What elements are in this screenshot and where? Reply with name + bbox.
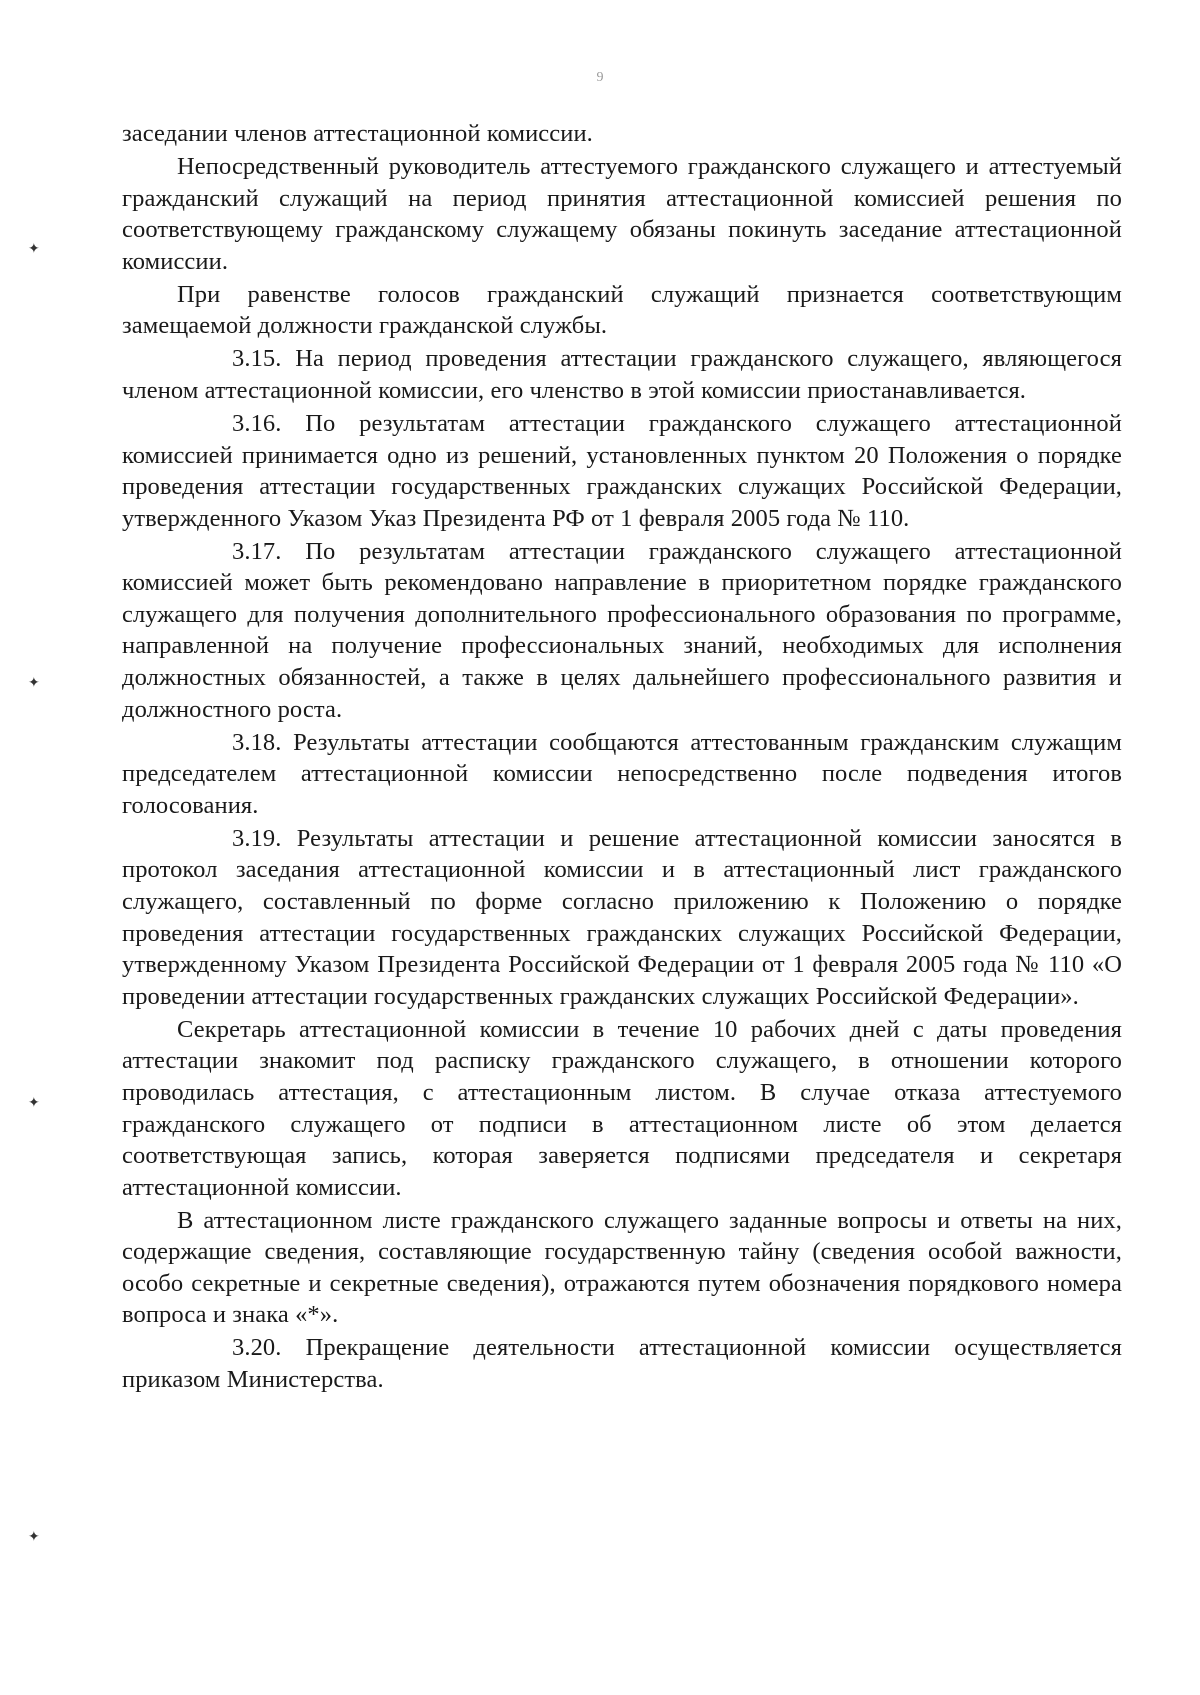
page-number: 9 xyxy=(596,70,604,85)
clause-3-17 xyxy=(122,536,1122,726)
clause-text: Результаты аттестации сообщаются аттестованным гражданским служащим председателем аттестационной комиссии непосредственно после подведения итогов голосования. xyxy=(122,728,1122,819)
clause-text: По результатам аттестации гражданского служащего аттестационной комиссией может быть рекомендовано направление в приоритетном порядке гражданского служащего для получения дополнительного профессионального образования по программе, направленной на получение профессиональных знаний, необходимых для исполнения должностных обязанностей, а также в целях дальнейшего профессионального развития и должностного роста. xyxy=(122,537,1122,723)
punch-hole-mark-icon: ✦ xyxy=(28,1529,40,1545)
clause-number: 3.19. xyxy=(232,824,282,852)
paragraph xyxy=(122,279,1122,342)
clause-3-19 xyxy=(122,823,1122,1013)
punch-hole-mark-icon: ✦ xyxy=(28,675,40,691)
paragraph-continuation xyxy=(122,118,1122,150)
paragraph xyxy=(122,151,1122,277)
clause-number: 3.16. xyxy=(232,409,282,437)
punch-hole-mark-icon: ✦ xyxy=(28,1095,40,1111)
paragraph-text: При равенстве голосов гражданский служащий признается соответствующим замещаемой должности гражданской службы. xyxy=(122,280,1122,340)
paragraph-text: В аттестационном листе гражданского служащего заданные вопросы и ответы на них, содержащие сведения, составляющие государственную тайну (сведения особой важности, особо секретные и секретные сведения), отражаются путем обозначения порядкового номера вопроса и знака «*». xyxy=(122,1206,1122,1329)
clause-number: 3.20. xyxy=(232,1334,282,1362)
document-body xyxy=(122,118,1122,1397)
clause-text: Прекращение деятельности аттестационной комиссии осуществляется приказом Министерства. xyxy=(122,1334,1122,1394)
clause-3-18 xyxy=(122,727,1122,822)
paragraph-text: Непосредственный руководитель аттестуемого гражданского служащего и аттестуемый гражданский служащий на период принятия аттестационной комиссией решения по соответствующему гражданскому служащему обязаны покинуть заседание аттестационной комиссии. xyxy=(122,152,1122,275)
clause-number: 3.17. xyxy=(232,537,282,565)
clause-3-15 xyxy=(122,343,1122,406)
clause-text: На период проведения аттестации гражданского служащего, являющегося членом аттестационной комиссии, его членство в этой комиссии приостанавливается. xyxy=(122,345,1122,404)
paragraph xyxy=(122,1205,1122,1331)
clause-number: 3.15. xyxy=(232,345,282,373)
paragraph-text: заседании членов аттестационной комиссии. xyxy=(122,120,593,147)
clause-3-20 xyxy=(122,1332,1122,1395)
clause-text: По результатам аттестации гражданского служащего аттестационной комиссией принимается одно из решений, установленных пунктом 20 Положения о порядке проведения аттестации государственных гражданских служащих Российской Федерации, утвержденного Указом Указ Президента РФ от 1 февраля 2005 года № 110. xyxy=(122,409,1122,532)
punch-hole-mark-icon: ✦ xyxy=(28,241,40,257)
clause-3-16 xyxy=(122,408,1122,534)
paragraph xyxy=(122,1014,1122,1204)
clause-number: 3.18. xyxy=(232,728,282,756)
clause-text: Результаты аттестации и решение аттестационной комиссии заносятся в протокол заседания аттестационной комиссии и в аттестационный лист гражданского служащего, составленный по форме согласно приложению к Положению о порядке проведения аттестации государственных гражданских служащих Российской Федерации, утвержденному Указом Президента Российской Федерации от 1 февраля 2005 года № 110 «О проведении аттестации государственных гражданских служащих Российской Федерации». xyxy=(122,824,1122,1010)
paragraph-text: Секретарь аттестационной комиссии в течение 10 рабочих дней с даты проведения аттестации знакомит под расписку гражданского служащего, в отношении которого проводилась аттестация, с аттестационным листом. В случае отказа аттестуемого гражданского служащего от подписи в аттестационном листе об этом делается соответствующая запись, которая заверяется подписями председателя и секретаря аттестационной комиссии. xyxy=(122,1015,1122,1201)
